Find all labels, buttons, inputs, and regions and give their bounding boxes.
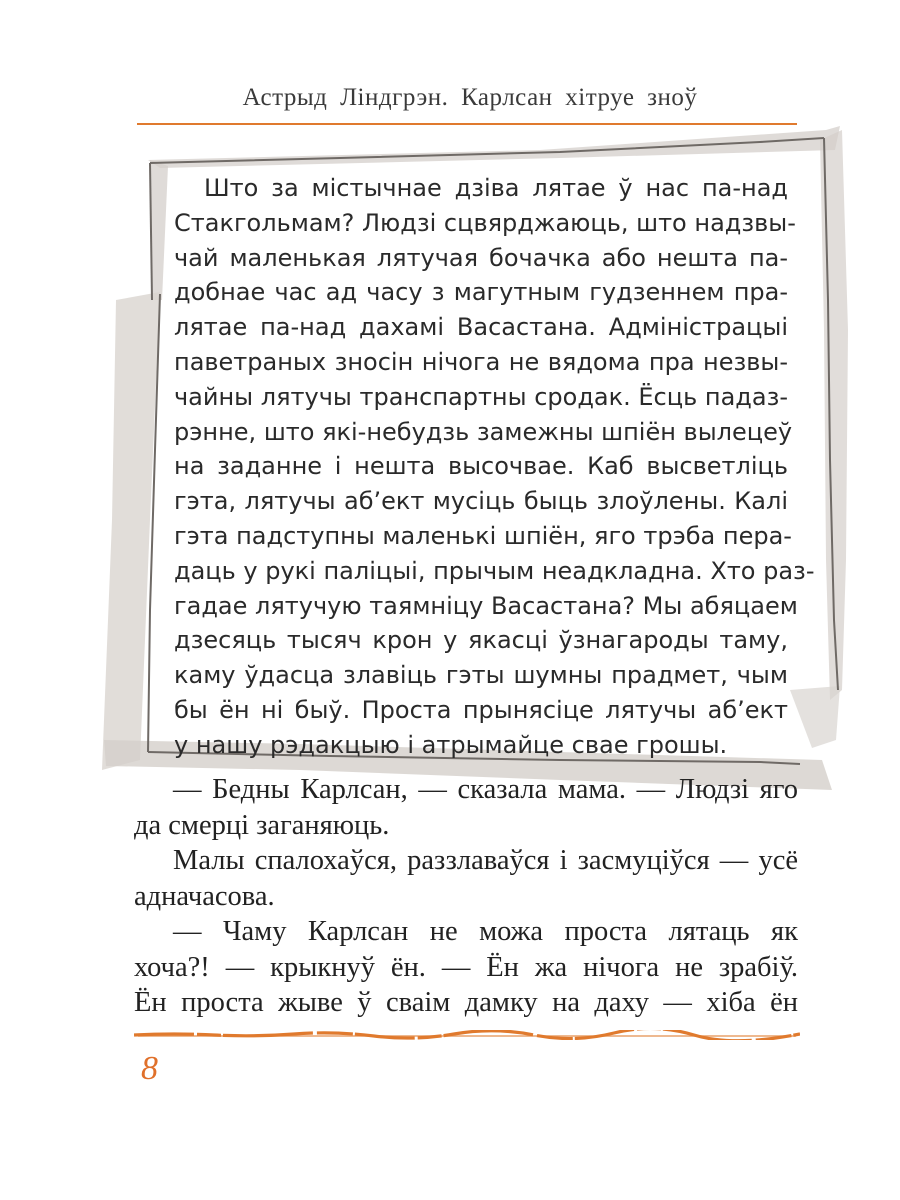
footer-rule	[134, 1030, 800, 1040]
article-line: гэта, лятучы аб’ект мусіць быць злоўлены. Калі	[174, 487, 788, 516]
frame-shadow-left	[150, 160, 168, 300]
article-line: лятае па-над дахамі Васастана. Адміністрацыі	[174, 313, 788, 342]
article-line: каму ўдасца злавіць гэты шумны прадмет, чым	[174, 661, 788, 690]
article-line: даць у рукі паліцыі, прычым неадкладна. Хто раз-	[174, 556, 815, 585]
article-line: у нашу рэдакцыю і атрымайце свае грошы.	[174, 730, 728, 759]
story-line: Ён проста жыве ў сваім дамку на даху — хіба ён	[134, 987, 798, 1018]
article-line: бы ён ні быў. Проста прынясіце лятучы аб’ект	[174, 695, 788, 724]
story-line: — Чаму Карлсан не можа проста лятаць як	[173, 916, 798, 947]
story-line: — Бедны Карлсан, — сказала мама. — Людзі яго	[173, 774, 798, 805]
story-line: хоча?! — крыкнуў ён. — Ён жа нічога не зрабіў.	[134, 951, 798, 983]
article-line: Што за містычнае дзіва лятае ў нас па-над	[204, 174, 788, 202]
story-line: Малы спалохаўся, раззлаваўся і засмуціўся — усё	[173, 845, 798, 876]
article-line: рэнне, што які-небудзь замежны шпіён вылецеў	[174, 417, 793, 446]
running-title: Астрыд Ліндгрэн. Карлсан хітруе зноў	[242, 84, 698, 111]
frame-shadow-left-lower	[102, 292, 160, 770]
story-text	[134, 772, 798, 1021]
story-line: да смерці заганяюць.	[134, 809, 390, 841]
article-line: паветраных зносін нічога не вядома пра незвы-	[174, 347, 788, 376]
frame-shadow-top	[148, 126, 840, 168]
page-number: 8	[141, 1050, 158, 1087]
article-line: гэта падступны маленькі шпіён, яго трэба пера-	[174, 521, 792, 550]
story-line: адначасова.	[134, 880, 275, 912]
article-line: чай маленькая лятучая бочачка або нешта па-	[174, 243, 788, 272]
frame-shadow-right-lower	[790, 686, 840, 748]
article-line: гадае лятучую таямніцу Васастана? Мы абяцаем	[174, 591, 798, 620]
article-line: на заданне і нешта высочвае. Каб высветліць	[174, 452, 788, 481]
article-line: дзесяць тысяч крон у якасці ўзнагароды таму,	[174, 626, 788, 655]
article-line: добнае час ад часу з магутным гудзеннем пра-	[174, 278, 788, 307]
newspaper-article	[174, 171, 815, 763]
article-line: чайны лятучы транспартны сродак. Ёсць падаз-	[174, 382, 788, 411]
article-line: Стакгольмам? Людзі сцвярджаюць, што надзвы-	[174, 208, 796, 237]
